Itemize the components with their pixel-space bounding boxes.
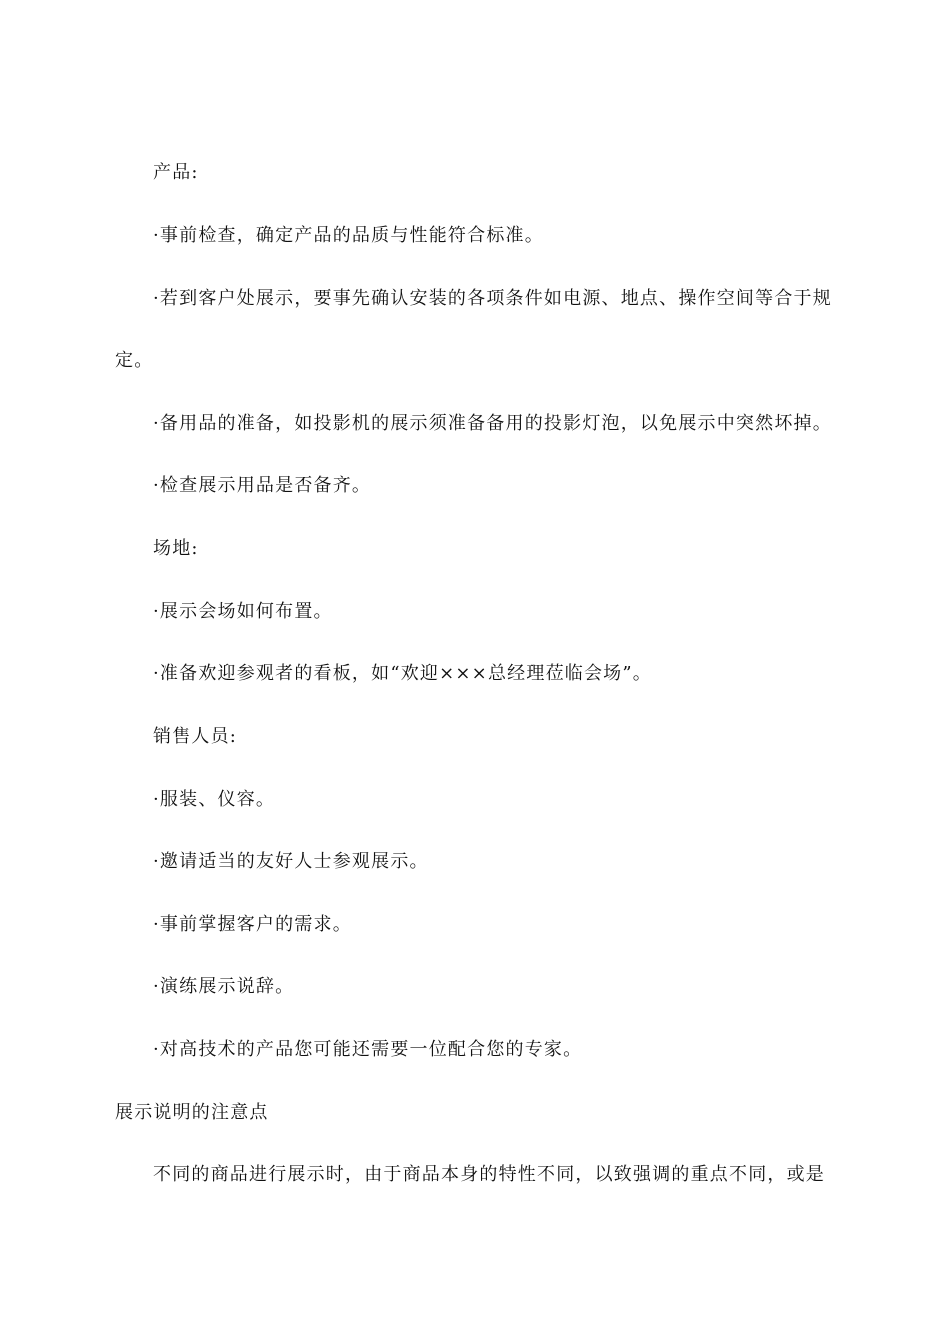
bullet-item: ·服装、仪容。: [153, 789, 276, 810]
section-heading-product: 产品:: [153, 162, 199, 183]
bullet-item: ·备用品的准备，如投影机的展示须准备备用的投影灯泡，以免展示中突然坏掉。: [153, 413, 832, 434]
bullet-item: ·事前掌握客户的需求。: [153, 914, 352, 935]
bullet-item-continuation: 定。: [115, 350, 154, 371]
bullet-item: ·准备欢迎参观者的看板，如“欢迎×××总经理莅临会场”。: [153, 663, 652, 684]
bullet-item: ·检查展示用品是否备齐。: [153, 475, 372, 496]
bullet-item: ·对高技术的产品您可能还需要一位配合您的专家。: [153, 1039, 583, 1060]
section-heading-venue: 场地:: [153, 538, 199, 559]
section-title: 展示说明的注意点: [115, 1102, 269, 1123]
bullet-item: ·事前检查，确定产品的品质与性能符合标准。: [153, 225, 544, 246]
bullet-item: ·若到客户处展示，要事先确认安装的各项条件如电源、地点、操作空间等合于规: [153, 288, 832, 309]
paragraph-line: 不同的商品进行展示时，由于商品本身的特性不同，以致强调的重点不同，或是: [153, 1164, 825, 1185]
bullet-item: ·演练展示说辞。: [153, 976, 295, 997]
bullet-item: ·展示会场如何布置。: [153, 601, 333, 622]
bullet-item: ·邀请适当的友好人士参观展示。: [153, 851, 429, 872]
section-heading-sales-staff: 销售人员:: [153, 726, 238, 747]
